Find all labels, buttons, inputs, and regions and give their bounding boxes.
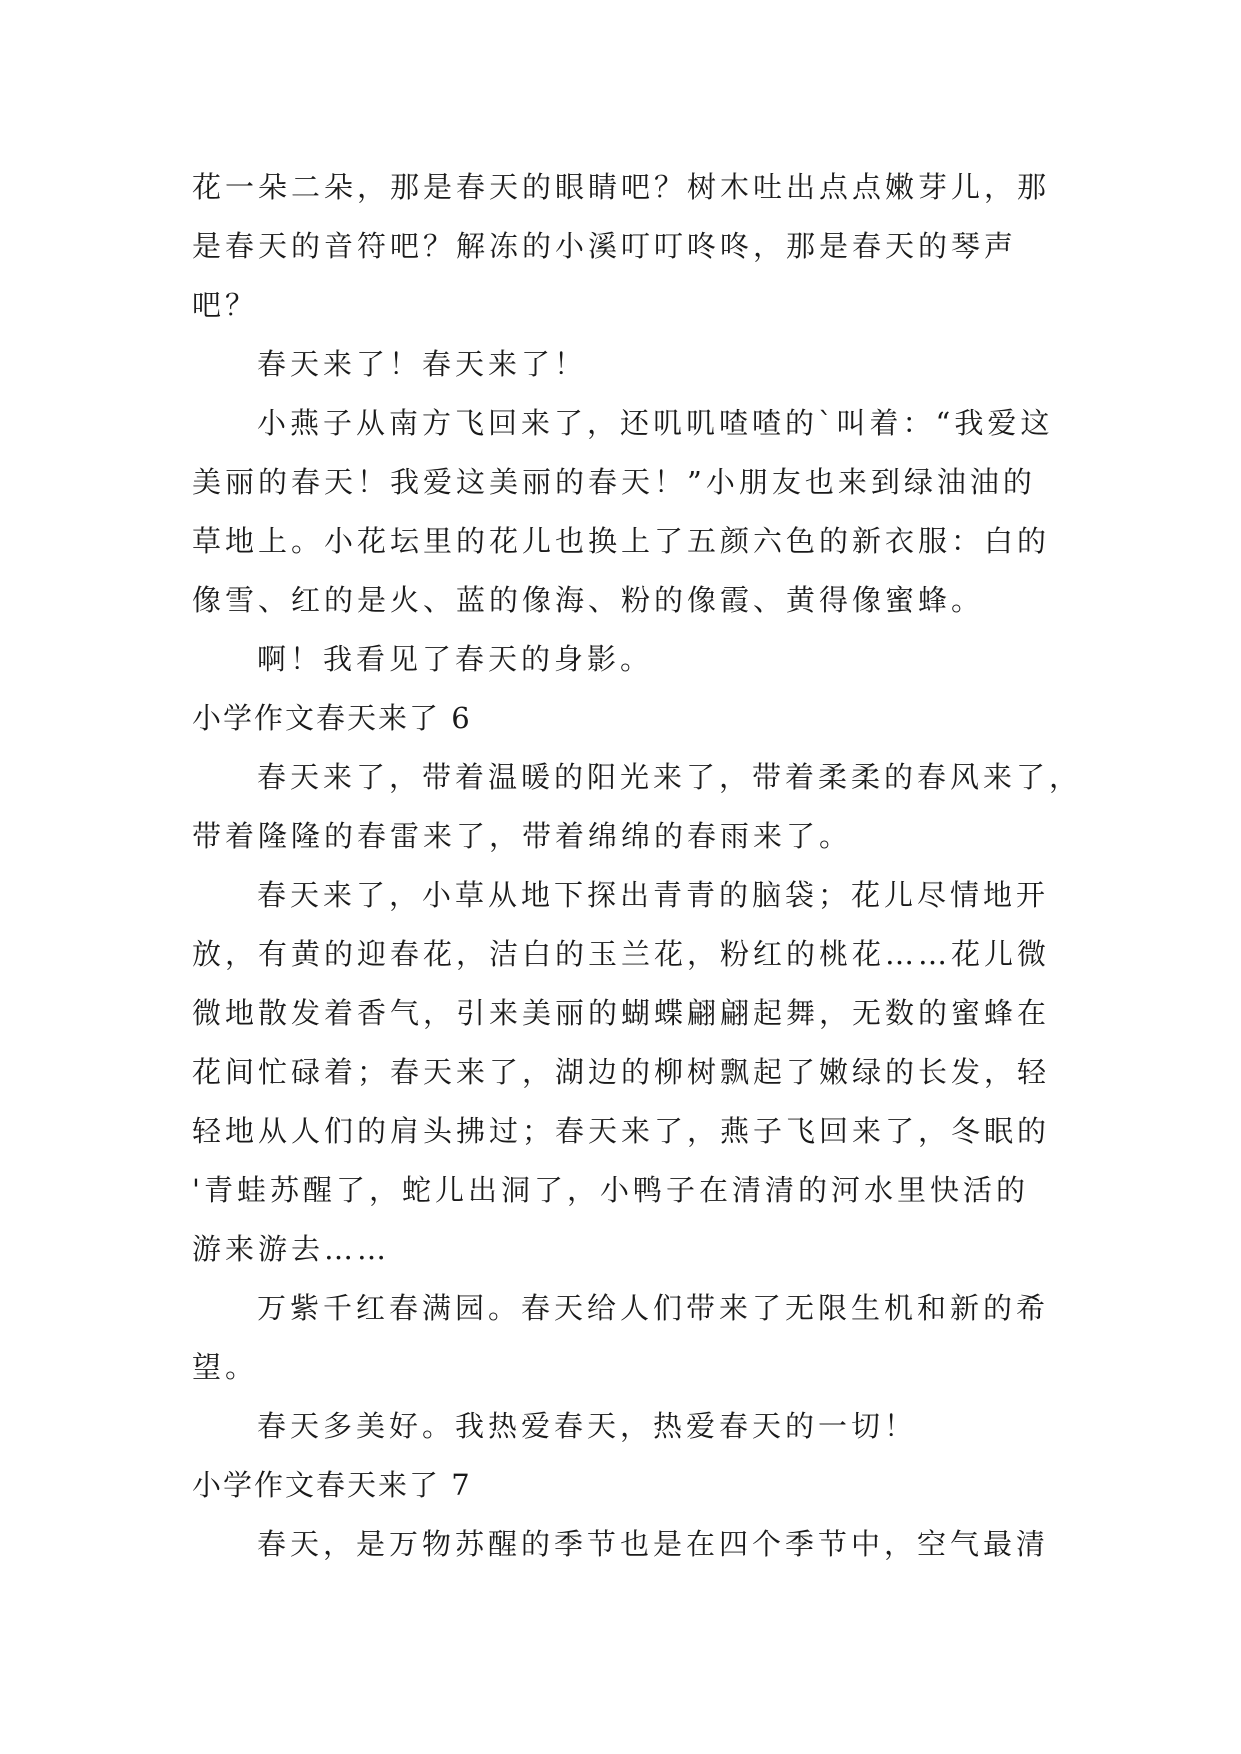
text-line: 放，有黄的迎春花，洁白的玉兰花，粉红的桃花……花儿微 (192, 937, 1051, 971)
text-line: 春天来了，带着温暖的阳光来了，带着柔柔的春风来了， (257, 760, 1083, 794)
text-line: 带着隆隆的春雷来了，带着绵绵的春雨来了。 (192, 819, 853, 853)
document-body (192, 158, 1083, 1574)
section-heading: 小学作文春天来了 7 (192, 1468, 472, 1502)
text-line: 微地散发着香气，引来美丽的蝴蝶翩翩起舞，无数的蜜蜂在 (192, 996, 1051, 1030)
section-heading: 小学作文春天来了 6 (192, 701, 472, 735)
text-line: 吧？ (192, 288, 259, 322)
text-line: 小燕子从南方飞回来了，还叽叽喳喳的`叫着：“我爱这 (257, 406, 1054, 440)
text-line: 花间忙碌着；春天来了，湖边的柳树飘起了嫩绿的长发，轻 (192, 1055, 1051, 1089)
text-line: '青蛙苏醒了，蛇儿出洞了，小鸭子在清清的河水里快活的 (192, 1173, 1029, 1207)
text-line: 啊！我看见了春天的身影。 (257, 642, 654, 676)
text-line: 春天来了！春天来了！ (257, 347, 588, 381)
text-line: 游来游去…… (192, 1232, 391, 1266)
text-line: 花一朵二朵，那是春天的眼睛吧？树木吐出点点嫩芽儿，那 (192, 170, 1051, 204)
text-line: 像雪、红的是火、蓝的像海、粉的像霞、黄得像蜜蜂。 (192, 583, 985, 617)
text-line: 草地上。小花坛里的花儿也换上了五颜六色的新衣服：白的 (192, 524, 1051, 558)
text-line: 春天，是万物苏醒的季节也是在四个季节中，空气最清 (257, 1527, 1050, 1561)
text-line: 是春天的音符吧？解冻的小溪叮叮咚咚，那是春天的琴声 (192, 229, 1018, 263)
text-line: 美丽的春天！我爱这美丽的春天！”小朋友也来到绿油油的 (192, 465, 1036, 499)
text-line: 春天多美好。我热爱春天，热爱春天的一切！ (257, 1409, 918, 1443)
text-line: 望。 (192, 1350, 259, 1384)
text-line: 轻地从人们的肩头拂过；春天来了，燕子飞回来了，冬眠的 (192, 1114, 1051, 1148)
text-line: 春天来了，小草从地下探出青青的脑袋；花儿尽情地开 (257, 878, 1050, 912)
text-line: 万紫千红春满园。春天给人们带来了无限生机和新的希 (257, 1291, 1050, 1325)
